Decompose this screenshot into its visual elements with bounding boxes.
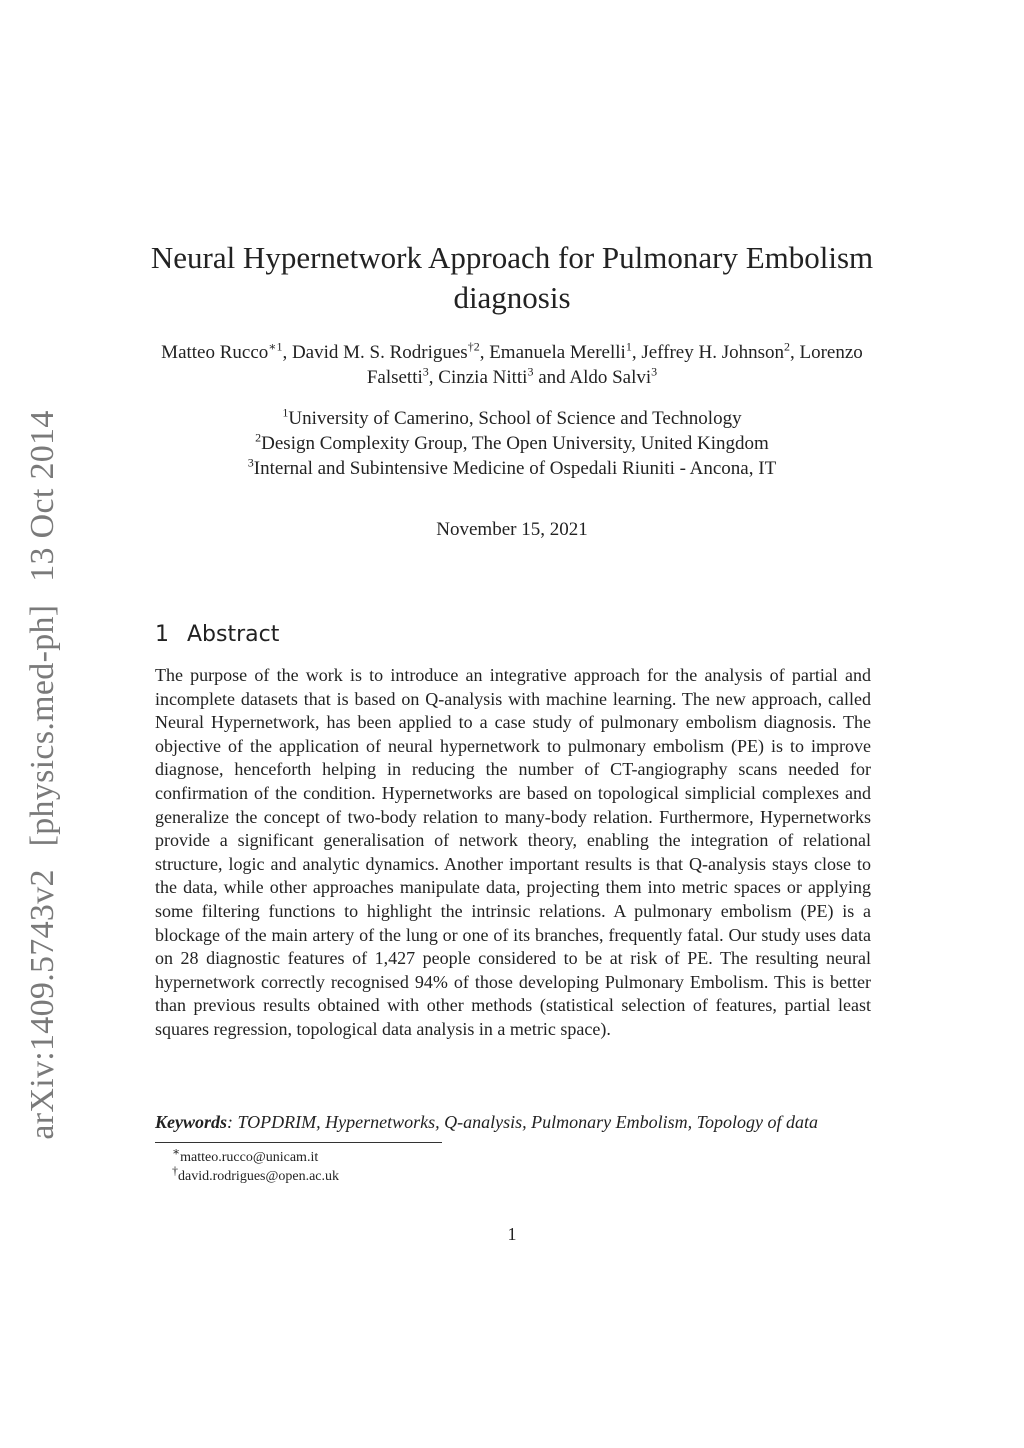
author: David M. S. Rodrigues$^{\dagger 2}$, (291, 339, 490, 363)
arxiv-id: arXiv:1409.5743v2 (24, 869, 61, 1140)
section-title: Abstract (187, 622, 280, 647)
footnote-email: david.rodrigues@open.ac.uk (178, 1169, 340, 1184)
keywords (155, 1110, 915, 1134)
footnotes (172, 1144, 340, 1186)
footnote-email: matteo.rucco@unicam.it (180, 1150, 319, 1165)
author: Aldo Salvi$^3$ (569, 364, 658, 388)
keywords-label: Keywords (155, 1112, 227, 1132)
footnote: †david.rodrigues@open.ac.uk (172, 1163, 340, 1184)
footnote-rule (155, 1142, 442, 1143)
affiliation-list (150, 406, 874, 481)
page-number: 1 (507, 1224, 517, 1244)
affiliation: $^1$University of Camerino, School of Science and Technology (282, 405, 742, 429)
footnote: ∗matteo.rucco@unicam.it (172, 1144, 319, 1165)
arxiv-stamp (24, 396, 62, 1139)
arxiv-category: [physics.med-ph] (24, 604, 61, 847)
author: Jeffrey H. Johnson$^2$, (641, 339, 800, 363)
author: Matteo Rucco$^{∗1}$, (161, 339, 292, 363)
abstract-text: The purpose of the work is to introduce an integrative approach for the analysis of partial and incomplete datasets that is based on Q-analysis with machine learning. The new approach, called Neural Hypernetwork, has been applied to a case study of pulmonary embolism diagnosis. The objective of the application of neural hypernetwork to pulmonary embolism (PE) is to improve diagnose, henceforth helping in reducing the number of CT-angiography scans needed for confirmation of the condition. Hypernetworks are based on topological simplicial complexes and generalize the concept of two-body relation to many-body relation. Furthermore, Hypernetworks provide a significant generalisation of network theory, enabling the integration of relational structure, logic and analytic dynamics. Another important results is that Q-analysis stays close to the data, while other approaches manipulate data, projecting them into metric spaces or applying some filtering functions to highlight the intrinsic relations. A pulmonary embolism (PE) is a blockage of the main artery of the lung or one of its branches, frequently fatal. Our study uses data on 28 diagnostic features of 1,427 people considered to be at risk of PE. The resulting neural hypernetwork correctly recognised 94% of those developing Pulmonary Embolism. This is better than previous results obtained with other methods (statistical selection of features, partial least squares regression, topological data analysis in a metric space). (155, 665, 871, 1039)
keywords-text: : TOPDRIM, Hypernetworks, Q-analysis, Pulmonary Embolism, Topology of data (227, 1112, 818, 1132)
section-number: 1 (155, 622, 169, 647)
paper-title: Neural Hypernetwork Approach for Pulmonary Embolism diagnosis (150, 240, 874, 315)
affiliation: $^3$Internal and Subintensive Medicine of Ospedali Riuniti - Ancona, IT (247, 455, 777, 479)
author: Cinzia Nitti$^3$ and (438, 364, 570, 388)
affiliation: $^2$Design Complexity Group, The Open University, United Kingdom (255, 430, 769, 454)
author: Emanuela Merelli$^1$, (489, 339, 642, 363)
section-heading (155, 620, 279, 650)
author-list (150, 340, 874, 390)
author: Lorenzo Falsetti$^3$, (366, 342, 863, 388)
paper-date: November 15, 2021 (436, 519, 588, 540)
arxiv-date: 13 Oct 2014 (24, 410, 61, 582)
